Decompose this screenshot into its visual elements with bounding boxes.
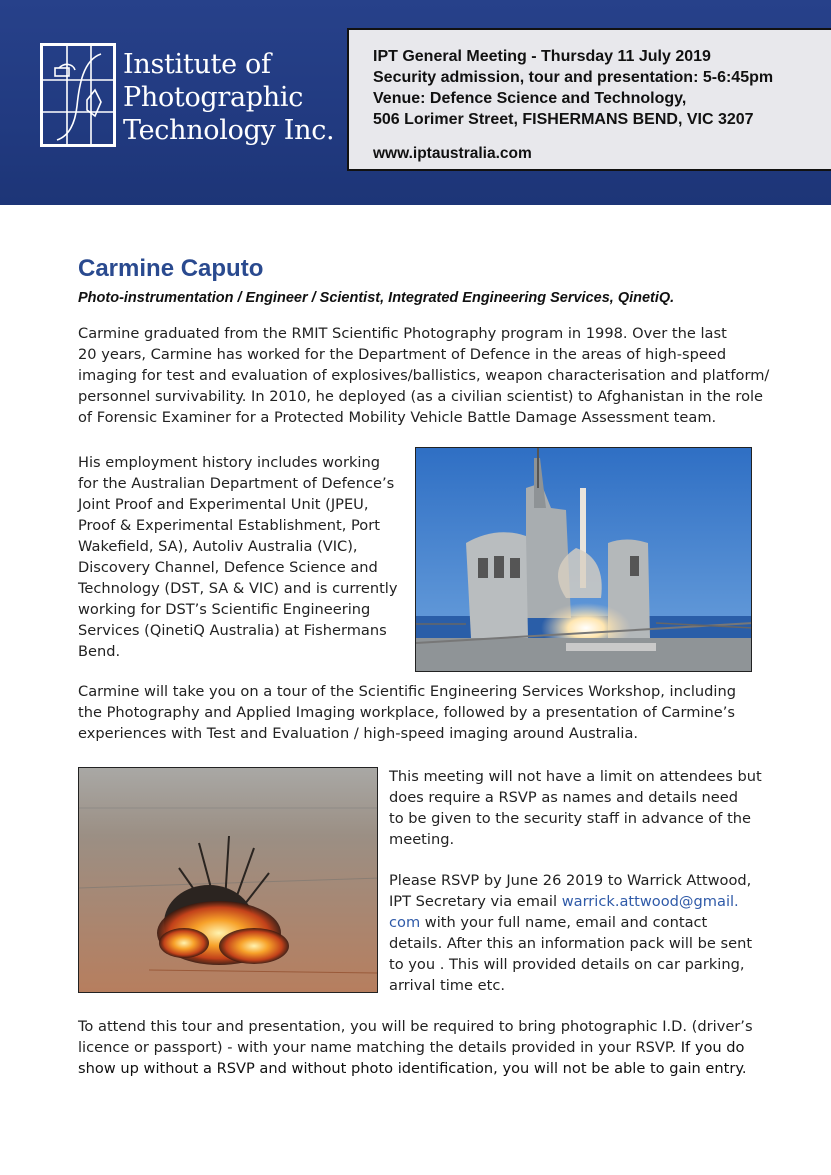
text-line [78, 1037, 753, 1058]
text-line: Technology (DST, SA & VIC) and is currently [78, 580, 398, 597]
text-line: Bend. [78, 643, 121, 660]
tour-paragraph [78, 681, 736, 744]
email-link-continued[interactable]: com [389, 914, 421, 931]
bio-paragraph [78, 323, 769, 428]
text-line: His employment history includes working [78, 454, 380, 471]
meeting-title: IPT General Meeting - Thursday 11 July 2019 [373, 48, 711, 65]
text-line: Joint Proof and Experimental Unit (JPEU, [78, 496, 369, 513]
text-line: to you . This will provided details on car parking, [389, 956, 745, 973]
text-line: Carmine graduated from the RMIT Scientific Photography program in 1998. Over the last [78, 325, 727, 342]
ship-missile-launch-photo [415, 447, 752, 672]
warning-text: If you do [676, 1039, 745, 1056]
employment-paragraph [78, 452, 398, 662]
email-link[interactable]: warrick.attwood@gmail. [561, 893, 739, 910]
meeting-address: 506 Lorimer Street, FISHERMANS BEND, VIC 3207 [373, 111, 754, 128]
logo-emblem-icon [43, 46, 113, 144]
text-line: does require a RSVP as names and details need [389, 789, 738, 806]
text-line: Please RSVP by June 26 2019 to Warrick Attwood, [389, 872, 752, 889]
text-line: This meeting will not have a limit on attendees but [389, 768, 762, 785]
text-line: Proof & Experimental Establishment, Port [78, 517, 380, 534]
text-line: Wakefield, SA), Autoliv Australia (VIC), [78, 538, 358, 555]
text-line: personnel survivability. In 2010, he deployed (as a civilian scientist) to Afghanistan in the role [78, 388, 764, 405]
text-segment: with your full name, email and contact [420, 914, 708, 931]
attendance-paragraph [389, 766, 762, 850]
text-line: working for DST’s Scientific Engineering [78, 601, 371, 618]
logo-line: Technology Inc. [123, 115, 335, 146]
text-line: imaging for test and evaluation of explosives/ballistics, weapon characterisation and platform/ [78, 367, 770, 384]
header-banner [0, 0, 831, 205]
text-segment: licence or passport) - with your name matching the details provided in your RSVP. [78, 1039, 677, 1056]
rsvp-paragraph [389, 870, 752, 996]
text-line [389, 891, 752, 912]
text-line: of Forensic Examiner for a Protected Mobility Vehicle Battle Damage Assessment team. [78, 409, 717, 426]
explosion-test-photo [78, 767, 378, 993]
website-link[interactable]: www.iptaustralia.com [373, 145, 532, 162]
logo-wordmark [123, 48, 334, 147]
text-line: Services (QinetiQ Australia) at Fishermans [78, 622, 387, 639]
text-segment: IPT Secretary via email [389, 893, 562, 910]
text-line: Discovery Channel, Defence Science and [78, 559, 378, 576]
explosion-image [79, 768, 378, 993]
text-line [389, 912, 752, 933]
text-line: for the Australian Department of Defence’s [78, 475, 395, 492]
meeting-time: Security admission, tour and presentation: 5-6:45pm [373, 69, 774, 86]
speaker-name: Carmine Caputo [78, 255, 264, 282]
ship-launch-image [416, 448, 752, 672]
text-line: arrival time etc. [389, 977, 505, 994]
ipt-logo-mark [40, 43, 116, 147]
warning-text-line: show up without a RSVP and without photo identification, you will not be able to gain entry. [78, 1060, 747, 1077]
meeting-venue: Venue: Defence Science and Technology, [373, 90, 687, 107]
identification-paragraph [78, 1016, 753, 1079]
text-line: 20 years, Carmine has worked for the Department of Defence in the areas of high-speed [78, 346, 727, 363]
text-line: the Photography and Applied Imaging workplace, followed by a presentation of Carmine’s [78, 704, 735, 721]
speaker-role: Photo-instrumentation / Engineer / Scientist, Integrated Engineering Services, QinetiQ. [78, 290, 675, 306]
text-line: details. After this an information pack will be sent [389, 935, 753, 952]
text-line: Carmine will take you on a tour of the Scientific Engineering Services Workshop, including [78, 683, 736, 700]
text-line: experiences with Test and Evaluation / high-speed imaging around Australia. [78, 725, 639, 742]
meeting-info-box [347, 28, 831, 171]
text-line: to be given to the security staff in advance of the [389, 810, 752, 827]
logo-line: Institute of [123, 49, 271, 80]
text-line: meeting. [389, 831, 455, 848]
logo-line: Photographic [123, 82, 304, 113]
text-line: To attend this tour and presentation, you will be required to bring photographic I.D. (driver’s [78, 1018, 753, 1035]
